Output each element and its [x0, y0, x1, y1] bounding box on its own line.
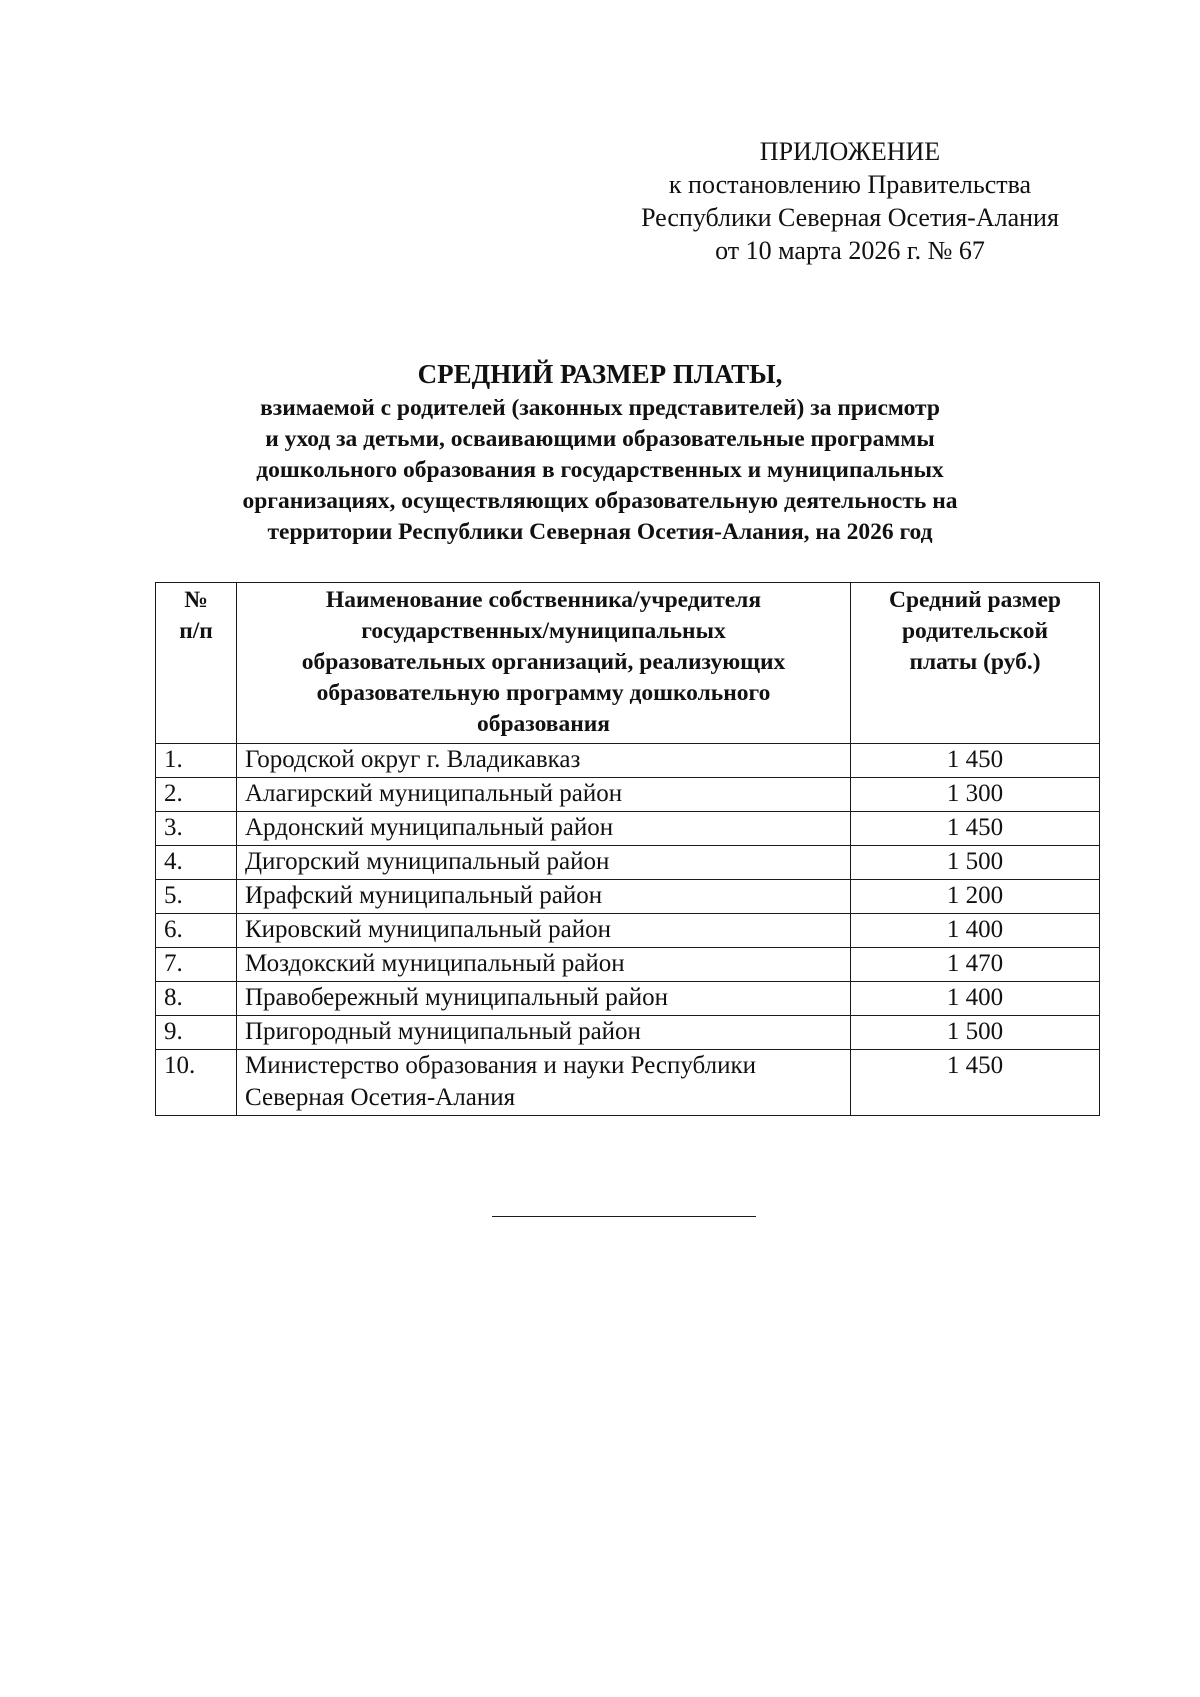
fees-table [155, 582, 1100, 1116]
row-number: 1. [156, 744, 237, 778]
row-owner-name: Кировский муниципальный район [237, 914, 851, 948]
row-fee: 1 200 [851, 880, 1100, 914]
row-number: 10. [156, 1050, 237, 1116]
row-owner-name: Алагирский муниципальный район [237, 778, 851, 812]
row-owner-name: Ардонский муниципальный район [237, 812, 851, 846]
header-fee-line: Средний размер [889, 587, 1061, 613]
appendix-label: ПРИЛОЖЕНИЕ [759, 137, 941, 166]
row-number: 2. [156, 778, 237, 812]
row-fee: 1 450 [851, 744, 1100, 778]
appendix-date-number: от 10 марта 2026 г. № 67 [715, 236, 985, 265]
row-number: 4. [156, 846, 237, 880]
header-average-fee [851, 583, 1100, 744]
table-header-row [156, 583, 1100, 744]
table-row [156, 812, 1100, 846]
table-row [156, 846, 1100, 880]
table-body [156, 744, 1100, 1116]
row-number: 8. [156, 982, 237, 1016]
row-number: 3. [156, 812, 237, 846]
header-owner-line: образовательных организаций, реализующих [301, 649, 786, 675]
row-owner-name: Дигорский муниципальный район [237, 846, 851, 880]
table-header [156, 583, 1100, 744]
row-owner-name: Пригородный муниципальный район [237, 1016, 851, 1050]
row-owner-name: Правобережный муниципальный район [237, 982, 851, 1016]
title-subtitle [150, 393, 1050, 548]
header-owner-line: образования [476, 711, 611, 737]
header-number-line: п/п [179, 618, 213, 644]
table-row [156, 744, 1100, 778]
subtitle-line: взимаемой с родителей (законных представителей) за присмотр [260, 395, 940, 421]
closing-divider-line [492, 1216, 756, 1217]
table-row [156, 948, 1100, 982]
appendix-header [600, 135, 1100, 267]
row-number: 5. [156, 880, 237, 914]
table-row [156, 1050, 1100, 1116]
row-fee: 1 500 [851, 846, 1100, 880]
header-owner-name [237, 583, 851, 744]
subtitle-line: территории Республики Северная Осетия-Алания, на 2026 год [267, 519, 933, 545]
row-number: 7. [156, 948, 237, 982]
row-fee: 1 400 [851, 914, 1100, 948]
row-fee: 1 470 [851, 948, 1100, 982]
row-owner-name: Моздокский муниципальный район [237, 948, 851, 982]
header-fee-line: родительской [901, 618, 1049, 644]
appendix-reference: к постановлению Правительства [668, 170, 1032, 199]
subtitle-line: дошкольного образования в государственных и муниципальных [256, 457, 944, 483]
header-fee-line: платы (руб.) [909, 649, 1041, 675]
table-row [156, 914, 1100, 948]
appendix-government: Республики Северная Осетия-Алания [641, 203, 1059, 232]
row-fee: 1 450 [851, 812, 1100, 846]
title-main: СРЕДНИЙ РАЗМЕР ПЛАТЫ, [417, 359, 783, 389]
header-owner-line: Наименование собственника/учредителя [325, 587, 762, 613]
table-row [156, 880, 1100, 914]
table-row [156, 982, 1100, 1016]
row-owner-name: Министерство образования и науки Республики Северная Осетия-Алания [237, 1050, 851, 1116]
header-owner-line: государственных/муниципальных [361, 618, 726, 644]
row-number: 9. [156, 1016, 237, 1050]
table-row [156, 1016, 1100, 1050]
row-fee: 1 500 [851, 1016, 1100, 1050]
row-owner-name: Ирафский муниципальный район [237, 880, 851, 914]
subtitle-line: и уход за детьми, осваивающими образовательные программы [265, 426, 935, 452]
subtitle-line: организациях, осуществляющих образовательную деятельность на [242, 488, 958, 514]
row-fee: 1 400 [851, 982, 1100, 1016]
document-title [150, 357, 1050, 548]
table-row [156, 778, 1100, 812]
row-fee: 1 300 [851, 778, 1100, 812]
row-number: 6. [156, 914, 237, 948]
header-number-line: № [184, 587, 208, 613]
row-fee: 1 450 [851, 1050, 1100, 1116]
header-owner-line: образовательную программу дошкольного [316, 680, 771, 706]
row-owner-name: Городской округ г. Владикавказ [237, 744, 851, 778]
header-number [156, 583, 237, 744]
